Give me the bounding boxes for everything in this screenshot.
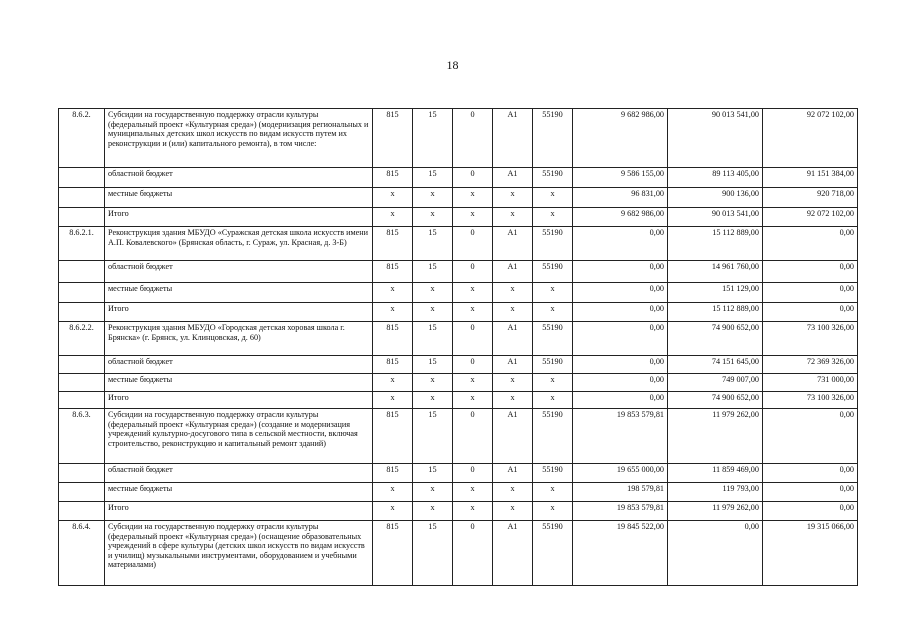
row-description: местные бюджеты [105,374,373,392]
subsection-code: х [453,188,493,208]
subsection-code: 0 [453,227,493,261]
target-article-code: 55190 [533,521,573,586]
ministry-code: 815 [373,521,413,586]
amount-year-3: 0,00 [763,303,858,322]
amount-year-1: 19 655 000,00 [573,464,668,483]
program-code: А1 [493,227,533,261]
amount-year-2: 74 151 645,00 [668,356,763,374]
amount-year-1: 19 845 522,00 [573,521,668,586]
amount-year-3: 91 151 384,00 [763,168,858,188]
row-description: областной бюджет [105,261,373,283]
section-code: 15 [413,464,453,483]
table-row [59,283,858,303]
section-code: 15 [413,109,453,168]
amount-year-3: 72 369 326,00 [763,356,858,374]
program-code: х [493,502,533,521]
row-code [59,283,105,303]
amount-year-2: 11 979 262,00 [668,502,763,521]
program-code: А1 [493,356,533,374]
subsection-code: 0 [453,464,493,483]
table-row [59,409,858,464]
subsection-code: 0 [453,322,493,356]
ministry-code: 815 [373,464,413,483]
row-description: Субсидии на государственную поддержку отрасли культуры (федеральный проект «Культурная среда») (модернизация региональных и муниципальных детских школ искусств по видам искусств путем их реконструкции и (или) капитального ремонта), в том числе: [105,109,373,168]
target-article-code: 55190 [533,356,573,374]
subsection-code: 0 [453,261,493,283]
row-code [59,168,105,188]
ministry-code: 815 [373,322,413,356]
section-code: х [413,502,453,521]
target-article-code: х [533,303,573,322]
table-row [59,483,858,502]
amount-year-1: 0,00 [573,392,668,409]
row-code [59,188,105,208]
target-article-code: 55190 [533,464,573,483]
section-code: 15 [413,227,453,261]
program-code: х [493,392,533,409]
amount-year-3: 731 000,00 [763,374,858,392]
amount-year-1: 0,00 [573,374,668,392]
amount-year-3: 0,00 [763,283,858,303]
subsection-code: 0 [453,521,493,586]
amount-year-1: 0,00 [573,322,668,356]
ministry-code: х [373,208,413,227]
table-row [59,521,858,586]
ministry-code: 815 [373,109,413,168]
subsection-code: 0 [453,168,493,188]
row-code: 8.6.2.2. [59,322,105,356]
program-code: х [493,483,533,502]
row-description: областной бюджет [105,356,373,374]
row-code [59,392,105,409]
subsection-code: х [453,208,493,227]
amount-year-3: 19 315 066,00 [763,521,858,586]
amount-year-3: 73 100 326,00 [763,392,858,409]
page-number: 18 [446,58,459,72]
program-code: А1 [493,109,533,168]
target-article-code: х [533,188,573,208]
row-code [59,303,105,322]
ministry-code: х [373,392,413,409]
row-code: 8.6.4. [59,521,105,586]
target-article-code: х [533,502,573,521]
amount-year-2: 900 136,00 [668,188,763,208]
target-article-code: 55190 [533,322,573,356]
ministry-code: 815 [373,261,413,283]
program-code: х [493,283,533,303]
amount-year-2: 15 112 889,00 [668,303,763,322]
subsection-code: х [453,483,493,502]
row-code [59,502,105,521]
table-row [59,109,858,168]
ministry-code: х [373,374,413,392]
ministry-code: 815 [373,227,413,261]
section-code: х [413,208,453,227]
row-code [59,464,105,483]
table-row [59,261,858,283]
program-code: х [493,208,533,227]
amount-year-3: 73 100 326,00 [763,322,858,356]
row-description: Субсидии на государственную поддержку отрасли культуры (федеральный проект «Культурная среда») (создание и модернизация учреждений культурно-досугового типа в сельской местности, включая строительство, реконструкцию и капитальный ремонт зданий) [105,409,373,464]
amount-year-3: 92 072 102,00 [763,208,858,227]
program-code: х [493,374,533,392]
amount-year-1: 9 682 986,00 [573,208,668,227]
row-code [59,261,105,283]
row-description: Реконструкция здания МБУДО «Городская детская хоровая школа г. Брянска» (г. Брянск, ул. Клинцовская, д. 60) [105,322,373,356]
amount-year-1: 96 831,00 [573,188,668,208]
amount-year-1: 0,00 [573,283,668,303]
target-article-code: 55190 [533,109,573,168]
amount-year-3: 0,00 [763,227,858,261]
table-row [59,464,858,483]
target-article-code: 55190 [533,168,573,188]
amount-year-2: 90 013 541,00 [668,208,763,227]
table-row [59,303,858,322]
amount-year-2: 0,00 [668,521,763,586]
subsection-code: 0 [453,409,493,464]
row-code [59,208,105,227]
amount-year-3: 0,00 [763,464,858,483]
ministry-code: х [373,283,413,303]
subsection-code: 0 [453,109,493,168]
amount-year-2: 119 793,00 [668,483,763,502]
subsection-code: х [453,283,493,303]
target-article-code: 55190 [533,227,573,261]
row-description: местные бюджеты [105,188,373,208]
row-description: Итого [105,392,373,409]
section-code: 15 [413,409,453,464]
table-row [59,188,858,208]
amount-year-1: 9 682 986,00 [573,109,668,168]
subsection-code: х [453,502,493,521]
program-code: х [493,188,533,208]
section-code: 15 [413,168,453,188]
amount-year-2: 749 007,00 [668,374,763,392]
section-code: х [413,283,453,303]
amount-year-1: 0,00 [573,227,668,261]
ministry-code: х [373,502,413,521]
program-code: А1 [493,409,533,464]
program-code: А1 [493,464,533,483]
amount-year-2: 90 013 541,00 [668,109,763,168]
row-description: местные бюджеты [105,283,373,303]
amount-year-1: 0,00 [573,356,668,374]
row-code [59,356,105,374]
row-description: Итого [105,502,373,521]
amount-year-2: 74 900 652,00 [668,322,763,356]
table-row [59,208,858,227]
amount-year-2: 11 979 262,00 [668,409,763,464]
section-code: 15 [413,356,453,374]
row-code: 8.6.3. [59,409,105,464]
section-code: 15 [413,261,453,283]
amount-year-1: 0,00 [573,261,668,283]
amount-year-1: 19 853 579,81 [573,502,668,521]
ministry-code: х [373,303,413,322]
amount-year-2: 89 113 405,00 [668,168,763,188]
table-row [59,168,858,188]
amount-year-2: 14 961 760,00 [668,261,763,283]
target-article-code: х [533,392,573,409]
table-row [59,392,858,409]
budget-table [58,108,858,586]
amount-year-1: 19 853 579,81 [573,409,668,464]
ministry-code: 815 [373,409,413,464]
row-code [59,483,105,502]
row-description: местные бюджеты [105,483,373,502]
amount-year-3: 0,00 [763,502,858,521]
row-description: Итого [105,303,373,322]
amount-year-2: 11 859 469,00 [668,464,763,483]
subsection-code: х [453,374,493,392]
program-code: А1 [493,168,533,188]
table-row [59,356,858,374]
row-description: областной бюджет [105,168,373,188]
row-code: 8.6.2. [59,109,105,168]
subsection-code: х [453,392,493,409]
amount-year-3: 92 072 102,00 [763,109,858,168]
section-code: х [413,374,453,392]
section-code: 15 [413,322,453,356]
table-row [59,227,858,261]
amount-year-3: 920 718,00 [763,188,858,208]
amount-year-3: 0,00 [763,483,858,502]
target-article-code: 55190 [533,261,573,283]
ministry-code: 815 [373,168,413,188]
amount-year-2: 151 129,00 [668,283,763,303]
subsection-code: х [453,303,493,322]
row-description: Итого [105,208,373,227]
section-code: х [413,392,453,409]
section-code: х [413,188,453,208]
target-article-code: х [533,483,573,502]
row-code: 8.6.2.1. [59,227,105,261]
amount-year-1: 198 579,81 [573,483,668,502]
program-code: А1 [493,261,533,283]
table-row [59,374,858,392]
ministry-code: х [373,483,413,502]
amount-year-1: 0,00 [573,303,668,322]
subsection-code: 0 [453,356,493,374]
target-article-code: х [533,283,573,303]
row-description: областной бюджет [105,464,373,483]
row-description: Субсидии на государственную поддержку отрасли культуры (федеральный проект «Культурная среда») (оснащение образовательных учреждений в сфере культуры (детских школ искусств по видам искусств и училищ) музыкальными инструментами, оборудованием и учебными материалами) [105,521,373,586]
target-article-code: х [533,208,573,227]
section-code: х [413,483,453,502]
ministry-code: 815 [373,356,413,374]
table-row [59,502,858,521]
amount-year-2: 15 112 889,00 [668,227,763,261]
row-description: Реконструкция здания МБУДО «Суражская детская школа искусств имени А.П. Ковалевского» (Брянская область, г. Сураж, ул. Красная, д. 3-Б) [105,227,373,261]
row-code [59,374,105,392]
target-article-code: 55190 [533,409,573,464]
program-code: х [493,303,533,322]
amount-year-3: 0,00 [763,261,858,283]
amount-year-3: 0,00 [763,409,858,464]
amount-year-1: 9 586 155,00 [573,168,668,188]
target-article-code: х [533,374,573,392]
table-row [59,322,858,356]
amount-year-2: 74 900 652,00 [668,392,763,409]
ministry-code: х [373,188,413,208]
program-code: А1 [493,521,533,586]
section-code: х [413,303,453,322]
section-code: 15 [413,521,453,586]
program-code: А1 [493,322,533,356]
